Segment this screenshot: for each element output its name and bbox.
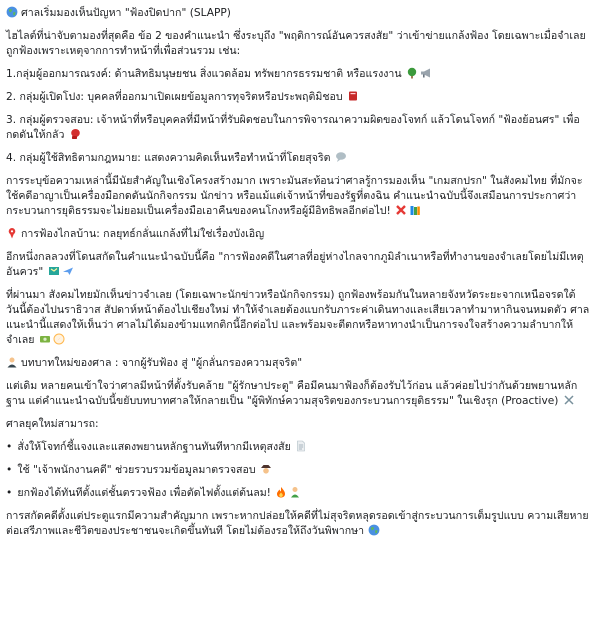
- final-paragraph: การสกัดคดีตั้งแต่ประตูแรกมีความสำคัญมาก เพราะหากปล่อยให้คดีที่ไม่สุจริตหลุดรอดเข้าสู่กระบวนการเต็มรูปแบบ ความเสียหายต่อเสรีภาพและชีวิตของประชาชนจะเกิดขึ้นทันที โดยไม่ต้องรอให้ถึงวันพิพากษา: [6, 510, 589, 537]
- pin-icon: [6, 227, 18, 239]
- speech-bubble-icon: [335, 151, 347, 163]
- powers-list: [6, 440, 592, 501]
- group-item: 4. กลุ่มผู้ใช้สิทธิตามกฎหมาย: แสดงความคิดเห็นหรือทำหน้าที่โดยสุจริต: [6, 151, 592, 166]
- megaphone-icon: [420, 67, 432, 79]
- globe-icon: [368, 524, 380, 536]
- closed-book-icon: [347, 90, 359, 102]
- boxing-glove-icon: [69, 128, 81, 140]
- title-text: ศาลเริ่มมองเห็นปัญหา "ฟ้องปิดปาก" (SLAPP): [21, 7, 231, 19]
- power-item: • ใช้ "เจ้าพนักงานคดี" ช่วยรวบรวมข้อมูลมาตรวจสอบ: [6, 463, 592, 478]
- intro-paragraph: ไฮไลต์ที่น่าจับตามองที่สุดคือ ข้อ 2 ของคำแนะนำ ซึ่งระบุถึง "พฤติการณ์อันควรสงสัย" ว่าเข้าข่ายแกล้งฟ้อง โดยเฉพาะเมื่อจำเลยถูกฟ้องเพราะเหตุจากการทำหน้าที่เพื่อส่วนรวม เช่น:: [6, 30, 586, 57]
- tree-icon: [406, 67, 418, 79]
- person-icon: [289, 486, 301, 498]
- role-heading: บทบาทใหม่ของศาล : จากผู้รับฟ้อง สู่ "ผู้กลั่นกรองความสุจริต": [6, 356, 592, 371]
- compass-icon: [53, 333, 65, 345]
- fire-icon: [275, 486, 287, 498]
- map-icon: [48, 265, 60, 277]
- crossed-swords-icon: [563, 394, 575, 406]
- airplane-icon: [62, 265, 74, 277]
- books-icon: [409, 204, 421, 216]
- powers-heading: ศาลยุคใหม่สามารถ:: [6, 418, 99, 430]
- money-icon: [39, 333, 51, 345]
- power-item: • ยกฟ้องได้ทันทีตั้งแต่ชั้นตรวจฟ้อง เพื่อตัดไฟตั้งแต่ต้นลม!: [6, 486, 592, 501]
- past-paragraph: ที่ผ่านมา สังคมไทยมักเห็นข่าวจำเลย (โดยเฉพาะนักข่าวหรือนักกิจกรรม) ถูกฟ้องพร้อมกันในหลายจังหวัดระยะจากเหนือจรดใต้ วันนี้ต้องไปนราธิวาส สัปดาห์หน้าต้องไปเชียงใหม่ ทำให้จำเลยต้องแบกรับภาระค่าเดินทางและเสียเวลาทำมาหากินจนหมดตัว ศาลแนะนำนี้แสดงให้เห็นว่า ศาลไม่ได้มองข้ามแทกติกนี้อีกต่อไป และพร้อมจะตีตกหรือหาทางนำเป็นการจงใจสร้างความลำบากให้จำเลย: [6, 289, 590, 346]
- detective-icon: [260, 463, 272, 475]
- trial-heading: การฟ้องไกลบ้าน: กลยุทธ์กลั่นแกล้งที่ไม่ใช่เรื่องบังเอิญ: [6, 227, 592, 242]
- importance-paragraph: การระบุข้อความเหล่านี้มีนัยสำคัญในเชิงโครงสร้างมาก เพราะมันสะท้อนว่าศาลรู้การมองเห็น "เกมสกปรก" ในสังคมไทย ที่มักจะใช้คดีอาญาเป็นเครื่องมือกดดันนักกิจกรรม นักข่าว หรือแม้แต่เจ้าหน้าที่ของรัฐที่ตงฉิน คำแนะนำฉบับนี้จึงเสมือนการประกาศว่า กระบวนการยุติธรรมจะไม่ยอมเป็นเครื่องมือเอาคืนของคนโกงหรือผู้มีอิทธิพลอีกต่อไป!: [6, 175, 583, 217]
- group-item: 3. กลุ่มผู้ตรวจสอบ: เจ้าหน้าที่หรือบุคคลที่มีหน้าที่รับผิดชอบในการพิจารณาความผิดของโจทก์ แล้วโดนโจทก์ "ฟ้องย้อนศร" เพื่อกดดันให้กลัว: [6, 114, 580, 141]
- role-paragraph: แต่เดิม หลายคนเข้าใจว่าศาลมีหน้าที่ตั้งรับคล้าย "ผู้รักษาประตู" คือมีคนมาฟ้องก็ต้องรับไว้ก่อน แล้วค่อยไปว่ากันด้วยพยานหลักฐาน แต่คำแนะนำฉบับนี้ขยับบทบาทศาลให้กลายเป็น "ผู้พิทักษ์ความสุจริตของกระบวนการยุติธรรม" ในเชิงรุก (Proactive): [6, 380, 578, 407]
- group-item: 1.กลุ่มผู้ออกมารณรงค์: ด้านสิทธิมนุษยชน สิ่งแวดล้อม ทรัพยากรธรรมชาติ หรือแรงงาน: [6, 67, 592, 82]
- post-title: [6, 6, 592, 21]
- groups-list: [6, 67, 592, 166]
- cross-mark-icon: [395, 204, 407, 216]
- globe-icon: [6, 6, 18, 18]
- judge-icon: [6, 356, 18, 368]
- power-item: • สั่งให้โจทก์ชี้แจงและแสดงพยานหลักฐานทันทีหากมีเหตุสงสัย: [6, 440, 592, 455]
- group-item: 2. กลุ่มผู้เปิดโปง: บุคคลที่ออกมาเปิดเผยข้อมูลการทุจริตหรือประพฤติมิชอบ: [6, 90, 592, 105]
- document-icon: [295, 440, 307, 452]
- trial-paragraph: อีกหนึ่งกลลวงที่โดนสกัดในคำแนะนำฉบับนี้คือ "การฟ้องคดีในศาลที่อยู่ห่างไกลจากภูมิลำเนาหรือที่ทำงานของจำเลยโดยไม่มีเหตุอันควร": [6, 251, 584, 278]
